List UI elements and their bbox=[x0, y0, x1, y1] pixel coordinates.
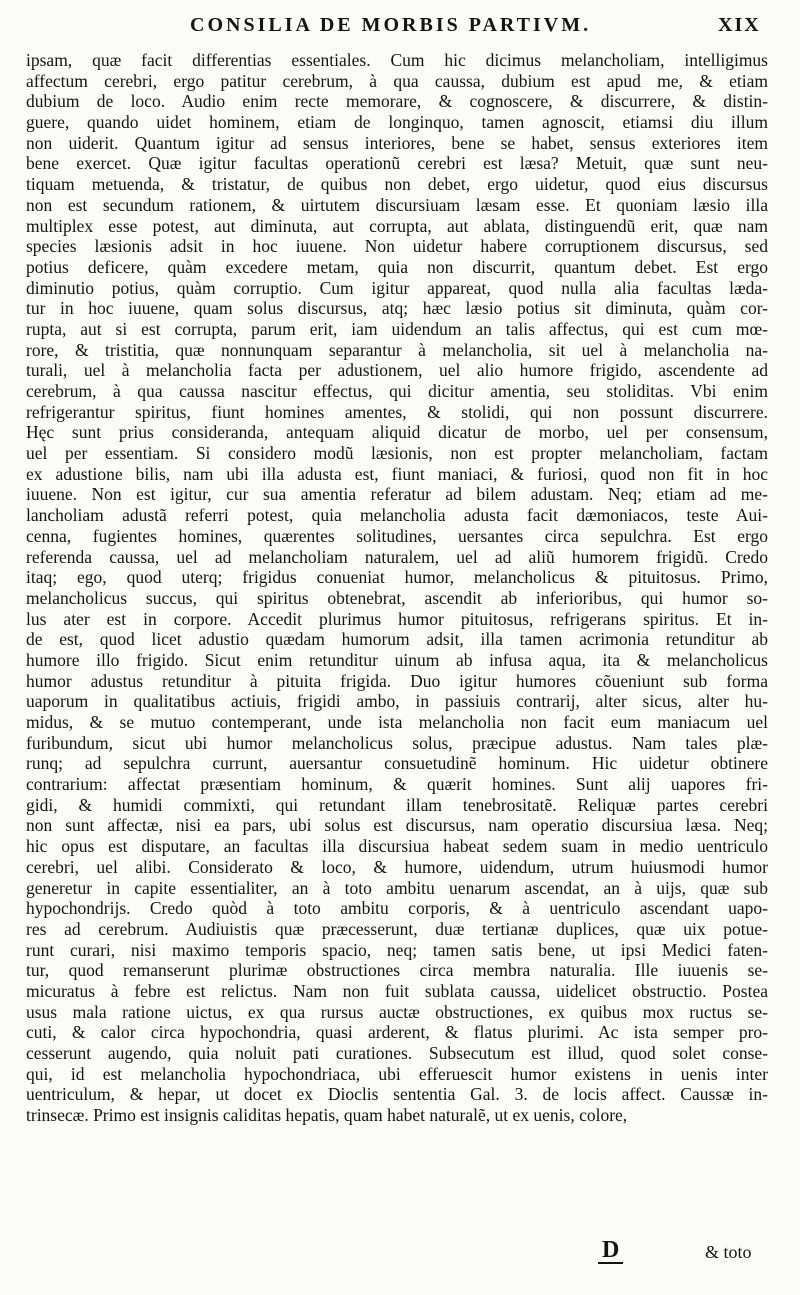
text-line: turali, uel à melancholia facta per adustionem, uel alio humore frigido, ascendente ad bbox=[26, 360, 768, 381]
text-line: refrigerantur spiritus, fiunt homines amentes, & stolidi, qui non possunt discurrere. bbox=[26, 401, 768, 422]
text-line: runt curari, nisi maximo temporis spacio, neq; tamen satis bene, ut ipsi Medici faten- bbox=[26, 939, 768, 960]
text-line: non uiderit. Quantum igitur ad sensus interiores, bene se habet, sensus exteriores item bbox=[26, 132, 768, 153]
text-line: iuuene. Non est igitur, cur sua amentia referatur ad bilem adustam. Neq; etiam ad me- bbox=[26, 484, 768, 505]
text-line: itaq; ego, quod uterq; frigidus conueniat humor, melancholicus & pituitosus. Primo, bbox=[26, 567, 768, 588]
text-line: affectum cerebri, ergo patitur cerebrum, à qua caussa, dubium est apud me, & etiam bbox=[26, 70, 768, 91]
text-line: contrarium: affectat præsentiam hominum, & quærit homines. Sunt alij uapores fri- bbox=[26, 774, 768, 795]
text-line: melancholicus succus, qui spiritus obtenebrat, ascendit ab inferioribus, qui humor so- bbox=[26, 587, 768, 608]
text-line: ex adustione bilis, nam ubi illa adusta est, fiunt maniaci, & furiosi, quod non fit in hoc bbox=[26, 463, 768, 484]
text-line: uaporum in qualitatibus actiuis, frigidi ambo, in passiuis contrarij, alter sicus, alter hu- bbox=[26, 691, 768, 712]
text-line: humore illo frigido. Sicut enim retunditur uinum ab infusa aqua, ita & melancholicus bbox=[26, 649, 768, 670]
text-line: trinsecæ. Primo est insignis caliditas hepatis, quam habet naturalẽ, ut ex uenis, colore, bbox=[26, 1105, 628, 1126]
text-line: cuti, & calor circa hypochondria, quasi arderent, & flatus plurimi. Ac ista semper pro- bbox=[26, 1022, 768, 1043]
text-line: Hęc sunt prius consideranda, antequam aliquid dicatur de morbo, uel per consensum, bbox=[26, 422, 768, 443]
text-line: non est secundum rationem, & uirtutem discursiuam læsam esse. Et quoniam læsio illa bbox=[26, 194, 768, 215]
catchword: & toto bbox=[705, 1242, 752, 1262]
text-line: tiquam metuenda, & tristatur, de quibus non debet, ergo uidetur, quod eius discursus bbox=[26, 174, 768, 195]
text-line: dubium de loco. Audio enim recte memorare, & cognoscere, & discurrere, & distin- bbox=[26, 91, 768, 112]
text-line: hypochondrijs. Credo quòd à toto ambitu corporis, & à uentriculo ascendant uapo- bbox=[26, 898, 768, 919]
text-line: hic opus est disputare, an facultas illa discursiua habeat sedem suam in medio uentriculo bbox=[26, 836, 768, 857]
text-line: lancholiam adustã referri potest, quia melancholia adusta facit dæmoniacos, teste Aui- bbox=[26, 505, 768, 526]
text-line: non sunt affectæ, nisi ea pars, ubi solus est discursus, nam operatio discursiua læsa. Neq; bbox=[26, 815, 768, 836]
text-line: midus, & se mutuo contemperant, unde ista melancholia non facit eum maniacum uel bbox=[26, 712, 768, 732]
text-line: rore, & tristitia, quæ nonnunquam separantur à melancholia, sit uel à melancholia na- bbox=[26, 339, 768, 360]
body-text bbox=[26, 50, 768, 1126]
text-line: furibundum, sicut ubi humor melancholicus solus, præcipue adustus. Nam tales plæ- bbox=[26, 732, 768, 753]
signature-mark: D bbox=[598, 1238, 623, 1264]
text-line: tur, quod remanserunt plurimæ obstructiones circa membra naturalia. Ille iuuenis se- bbox=[26, 960, 768, 981]
text-line: rupta, aut si est corrupta, parum erit, iam uidendum an talis affectus, qui est cum mœ- bbox=[26, 318, 768, 339]
text-line: tur in hoc iuuene, quam solus discursus, atq; hæc læsio potius sit diminuta, quàm cor- bbox=[26, 298, 768, 319]
text-line: bene exercet. Quæ igitur facultas operationũ cerebri est læsa? Metuit, quæ sunt neu- bbox=[26, 153, 768, 174]
text-line: species læsionis adsit in hoc iuuene. Non uidetur habere corruptionem discursus, sed bbox=[26, 236, 768, 257]
text-line: uentriculum, & hepar, ut docet ex Dioclis sententia Gal. 3. de locis affect. Caussæ in- bbox=[26, 1084, 768, 1105]
text-line: potius deficere, quàm excedere metam, quia non discurrit, quantum debet. Est ergo bbox=[26, 256, 768, 277]
text-line: multiplex esse potest, aut diminuta, aut corrupta, aut ablata, distinguendũ erit, quæ nam bbox=[26, 215, 768, 236]
running-head bbox=[0, 14, 800, 48]
running-title: CONSILIA DE MORBIS PARTIVM. bbox=[190, 14, 592, 36]
text-line: cenna, fugientes homines, quærentes solitudines, uersantes circa sepulchra. Est ergo bbox=[26, 525, 768, 546]
text-line: runq; ad sepulchra currunt, auersantur consuetudinẽ hominum. Hic uidetur obtinere bbox=[26, 753, 768, 774]
text-line: ipsam, quæ facit differentias essentiales. Cum hic dicimus melancholiam, intelligimus bbox=[26, 50, 768, 70]
text-line: gidi, & humidi commixti, qui retundant illam tenebrositatẽ. Reliquæ partes cerebri bbox=[26, 794, 768, 815]
folio-number: XIX bbox=[718, 14, 761, 36]
text-line: lus ater est in corpore. Accedit plurimus humor pituitosus, refrigerans spiritus. Et in- bbox=[26, 608, 768, 629]
text-line: cerebri, uel alibi. Considerato & loco, & humore, uidendum, utrum huiusmodi humor bbox=[26, 856, 768, 877]
text-line: res ad cerebrum. Audiuistis quæ præcesserunt, duæ tertianæ duplices, quæ uix potue- bbox=[26, 918, 768, 939]
text-line: uel per essentiam. Si considero modũ læsionis, non est propter melancholiam, factam bbox=[26, 443, 768, 464]
text-line: cerebrum, à qua caussa nascitur effectus, qui dicitur amentia, seu stoliditas. Vbi enim bbox=[26, 381, 768, 401]
text-line: generetur in capite essentialiter, an à toto ambitu uenarum ascendat, an à uijs, quæ sub bbox=[26, 877, 768, 898]
text-line: usus mala ratione uictus, ex qua rursus auctæ obstructiones, ex quibus mox ructus se- bbox=[26, 1001, 768, 1022]
text-line: guere, quando uidet hominem, etiam de longinquo, tamen agnoscit, etiamsi diu illum bbox=[26, 112, 768, 133]
text-line: diminutio potius, quàm corruptio. Cum igitur appareat, quod nulla alia facultas læda- bbox=[26, 277, 768, 298]
text-line: referenda caussa, uel ad melancholiam naturalem, uel ad aliũ humorem frigidũ. Credo bbox=[26, 546, 768, 567]
text-line: qui, id est melancholia hypochondriaca, ubi efferuescit humor existens in uenis inter bbox=[26, 1063, 768, 1084]
text-line: de est, quod licet adustio quædam humorum adsit, illa tamen acrimonia retunditur ab bbox=[26, 629, 768, 650]
text-line: cesserunt augendo, quia noluit pati curationes. Subsecutum est illud, quod solet conse- bbox=[26, 1043, 768, 1063]
text-line: humor adustus retunditur à pituita frigida. Duo igitur humores cõueniunt sub forma bbox=[26, 670, 768, 691]
text-line: micuratus à febre est relictus. Nam non fuit sublata caussa, uidelicet obstructio. Postea bbox=[26, 980, 768, 1001]
